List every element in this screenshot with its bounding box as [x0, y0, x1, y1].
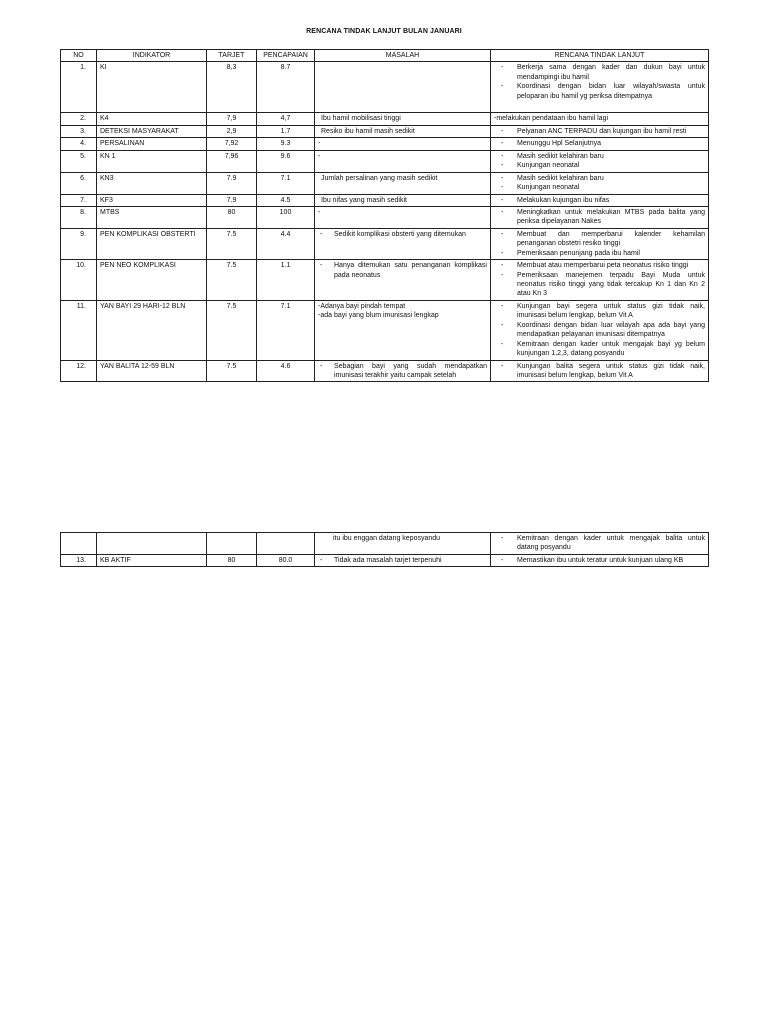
- cell-tarjet: 2,9: [207, 125, 257, 137]
- cell-rtl: [491, 172, 709, 194]
- cell-indikator: PEN KOMPLIKASI OBSTERTI: [97, 228, 207, 259]
- masalah-item: - Sebagian bayi yang sudah mendapatkan imunisasi terakhir yaitu campak setelah: [318, 362, 487, 381]
- cell-indikator: K4: [97, 113, 207, 125]
- cell-rtl: -melakukan pendataan ibu hamil lagi: [491, 113, 709, 125]
- rtl-item: - Koordinasi dengan bidan luar wilayah/swasta untuk peloparan ibu hamil yg periksa ditempatnya: [494, 82, 705, 101]
- cell-rtl: [491, 150, 709, 172]
- cell-rtl: [491, 62, 709, 113]
- cell-masalah: [315, 554, 491, 566]
- cell-no: 13.: [61, 554, 97, 566]
- table-row: [61, 138, 709, 150]
- cell-masalah: -: [315, 206, 491, 228]
- rtl-list: [494, 139, 705, 148]
- rtl-list: [494, 230, 705, 258]
- cell-masalah: [315, 62, 491, 113]
- cell-masalah: Ibu hamil mobilisasi tinggi: [315, 113, 491, 125]
- cell-pencapaian: 4.4: [257, 228, 315, 259]
- cell-masalah: -: [315, 138, 491, 150]
- cell-tarjet: 80: [207, 554, 257, 566]
- table-row: [61, 194, 709, 206]
- cell-tarjet: 7.5: [207, 260, 257, 301]
- cell-masalah: [315, 228, 491, 259]
- rtl-table-continued: [60, 532, 709, 567]
- header-indikator: INDIKATOR: [97, 50, 207, 62]
- rtl-item: - Kunjungan bayi segera untuk status gizi tidak naik, imunisasi belum lengkap, belum Vit A: [494, 302, 705, 321]
- cell-indikator: MTBS: [97, 206, 207, 228]
- cell-indikator: DETEKSI MASYARAKAT: [97, 125, 207, 137]
- cell-rtl: [491, 206, 709, 228]
- cell-tarjet: 8,3: [207, 62, 257, 113]
- cell-no: 6.: [61, 172, 97, 194]
- cell-no: 3.: [61, 125, 97, 137]
- cell-no: 8.: [61, 206, 97, 228]
- cell-rtl: [491, 533, 709, 555]
- table-row: [61, 360, 709, 382]
- rtl-item: - Kunjungan neonatal: [494, 161, 705, 170]
- header-rtl: RENCANA TINDAK LANJUT: [491, 50, 709, 62]
- cell-rtl: [491, 228, 709, 259]
- cell-tarjet: [207, 533, 257, 555]
- rtl-item: - Melakukan kujungan ibu nifas: [494, 196, 705, 205]
- cell-pencapaian: 7.1: [257, 300, 315, 360]
- cell-tarjet: 7.5: [207, 360, 257, 382]
- header-masalah: MASALAH: [315, 50, 491, 62]
- rtl-item: - Memastikan ibu untuk teratur untuk kunjuan ulang KB: [494, 556, 705, 565]
- cell-pencapaian: 1.1: [257, 260, 315, 301]
- rtl-list: [494, 127, 705, 136]
- table-row: [61, 228, 709, 259]
- cell-indikator: YAN BAYI 29 HARI-12 BLN: [97, 300, 207, 360]
- cell-masalah: [315, 300, 491, 360]
- cell-rtl: [491, 125, 709, 137]
- cell-masalah: itu ibu enggan datang keposyandu: [315, 533, 491, 555]
- rtl-list: [494, 302, 705, 359]
- rtl-item: - Kemitraan dengan kader untuk mengajak balita untuk datang posyandu: [494, 534, 705, 553]
- cell-indikator: KF3: [97, 194, 207, 206]
- cell-no: 9.: [61, 228, 97, 259]
- cell-pencapaian: 9.3: [257, 138, 315, 150]
- rtl-item: - Masih sedikit kelahiran baru: [494, 174, 705, 183]
- page-title: RENCANA TINDAK LANJUT BULAN JANUARI: [306, 28, 462, 35]
- table-row-continued: [61, 533, 709, 555]
- cell-pencapaian: 80.0: [257, 554, 315, 566]
- masalah-item: - Hanya ditemukan satu penanganan komplikasi pada neonatus: [318, 261, 487, 280]
- cell-pencapaian: 4,7: [257, 113, 315, 125]
- masalah-list: [318, 362, 487, 381]
- cell-no: 11.: [61, 300, 97, 360]
- cell-indikator: PERSALINAN: [97, 138, 207, 150]
- cell-rtl: [491, 194, 709, 206]
- rtl-list: [494, 152, 705, 171]
- cell-masalah: Jumlah persalinan yang masih sedikit: [315, 172, 491, 194]
- table-body: [61, 62, 709, 382]
- rtl-item: - Membuat dan memperbarui kalender kehamilan penanganan obstetri resiko tinggi: [494, 230, 705, 249]
- rtl-item: - Meningkatkan untuk melakukan MTBS pada balita yang periksa dipelayanan Nakes: [494, 208, 705, 227]
- cell-pencapaian: 7.1: [257, 172, 315, 194]
- table-row: [61, 172, 709, 194]
- masalah-line: -Adanya bayi pindah tempat: [318, 302, 406, 310]
- cell-rtl: [491, 554, 709, 566]
- cell-indikator: YAN BALITA 12-59 BLN: [97, 360, 207, 382]
- cell-no: [61, 533, 97, 555]
- masalah-item: - Tidak ada masalah tarjet terpenuhi: [318, 556, 487, 565]
- rtl-list: [494, 63, 705, 101]
- table-row: [61, 554, 709, 566]
- rtl-table: [60, 49, 709, 382]
- rtl-item: - Masih sedikit kelahiran baru: [494, 152, 705, 161]
- cell-pencapaian: 1.7: [257, 125, 315, 137]
- cell-no: 10.: [61, 260, 97, 301]
- cell-no: 2.: [61, 113, 97, 125]
- cell-tarjet: 7.9: [207, 194, 257, 206]
- masalah-item: - Sedikit komplikasi obsterti yang ditemukan: [318, 230, 487, 239]
- cell-tarjet: 7,9: [207, 113, 257, 125]
- rtl-list: [494, 208, 705, 227]
- cell-indikator: KB AKTIF: [97, 554, 207, 566]
- table-row: [61, 125, 709, 137]
- table-row: [61, 62, 709, 113]
- rtl-list: [494, 362, 705, 381]
- cell-masalah: -: [315, 150, 491, 172]
- cell-pencapaian: 9.6: [257, 150, 315, 172]
- cell-tarjet: 7,96: [207, 150, 257, 172]
- rtl-list: [494, 174, 705, 193]
- rtl-item: - Membuat atau memperbarui peta neonatus risiko tinggi: [494, 261, 705, 270]
- cell-rtl: [491, 138, 709, 150]
- rtl-item: - Menunggu Hpl Selanjutnya: [494, 139, 705, 148]
- masalah-list: [318, 261, 487, 280]
- cell-tarjet: 80: [207, 206, 257, 228]
- masalah-list: [318, 230, 487, 239]
- rtl-item: - Kemitraan dengan kader untuk mengajak bayi yg belum kunjungan 1,2,3, datang posyandu: [494, 340, 705, 359]
- table-row: [61, 206, 709, 228]
- header-tarjet: TARJET: [207, 50, 257, 62]
- cell-no: 7.: [61, 194, 97, 206]
- rtl-item: - Pemeriksaan manejemen terpadu Bayi Muda untuk neonatus risiko tinggi yang tidak tercakup Kn 1 dan Kn 2 atau Kn 3: [494, 271, 705, 299]
- cell-tarjet: 7.9: [207, 172, 257, 194]
- table-row: [61, 150, 709, 172]
- cell-pencapaian: 8.7: [257, 62, 315, 113]
- cell-pencapaian: 4.5: [257, 194, 315, 206]
- table-row: [61, 113, 709, 125]
- rtl-list: [494, 261, 705, 299]
- rtl-list: [494, 196, 705, 205]
- cell-no: 5.: [61, 150, 97, 172]
- rtl-item: - Kunjungan neonatal: [494, 183, 705, 192]
- header-pencapaian: PENCAPAIAN: [257, 50, 315, 62]
- cell-pencapaian: [257, 533, 315, 555]
- cell-tarjet: 7,92: [207, 138, 257, 150]
- cell-indikator: PEN NEO KOMPLIKASI: [97, 260, 207, 301]
- cell-rtl: [491, 360, 709, 382]
- rtl-item: - Koordinasi dengan bidan luar wilayah apa ada bayi yang mendapatkan pelayanan imunisasi ditempatnya: [494, 321, 705, 340]
- cell-no: 1.: [61, 62, 97, 113]
- table-row: [61, 300, 709, 360]
- cell-indikator: KN3: [97, 172, 207, 194]
- cell-indikator: KN 1: [97, 150, 207, 172]
- rtl-item: - Pemeriksaan penunjang pada ibu hamil: [494, 249, 705, 258]
- cell-pencapaian: 4.6: [257, 360, 315, 382]
- cell-masalah: [315, 360, 491, 382]
- rtl-item: - Pelyanan ANC TERPADU dan kujungan ibu hamil resti: [494, 127, 705, 136]
- cell-masalah: Resiko ibu hamil masih sedikit: [315, 125, 491, 137]
- rtl-item: - Berkerja sama dengan kader dan dukun bayi untuk mendampingi ibu hamil: [494, 63, 705, 82]
- cell-no: 12.: [61, 360, 97, 382]
- cell-no: 4.: [61, 138, 97, 150]
- table-header-row: [61, 50, 709, 62]
- cell-masalah: Ibu nifas yang masih sedikit: [315, 194, 491, 206]
- cell-indikator: [97, 533, 207, 555]
- cell-masalah: [315, 260, 491, 301]
- cell-indikator: KI: [97, 62, 207, 113]
- cell-rtl: [491, 260, 709, 301]
- masalah-line: -ada bayi yang blum imunisasi lengkap: [318, 312, 439, 320]
- cell-tarjet: 7.5: [207, 228, 257, 259]
- cell-rtl: [491, 300, 709, 360]
- cell-pencapaian: 100: [257, 206, 315, 228]
- header-no: NO: [61, 50, 97, 62]
- cell-tarjet: 7.5: [207, 300, 257, 360]
- rtl-item: - Kunjungan balita segera untuk status gizi tidak naik, imunisasi belum lengkap, belum Vit A: [494, 362, 705, 381]
- table-row: [61, 260, 709, 301]
